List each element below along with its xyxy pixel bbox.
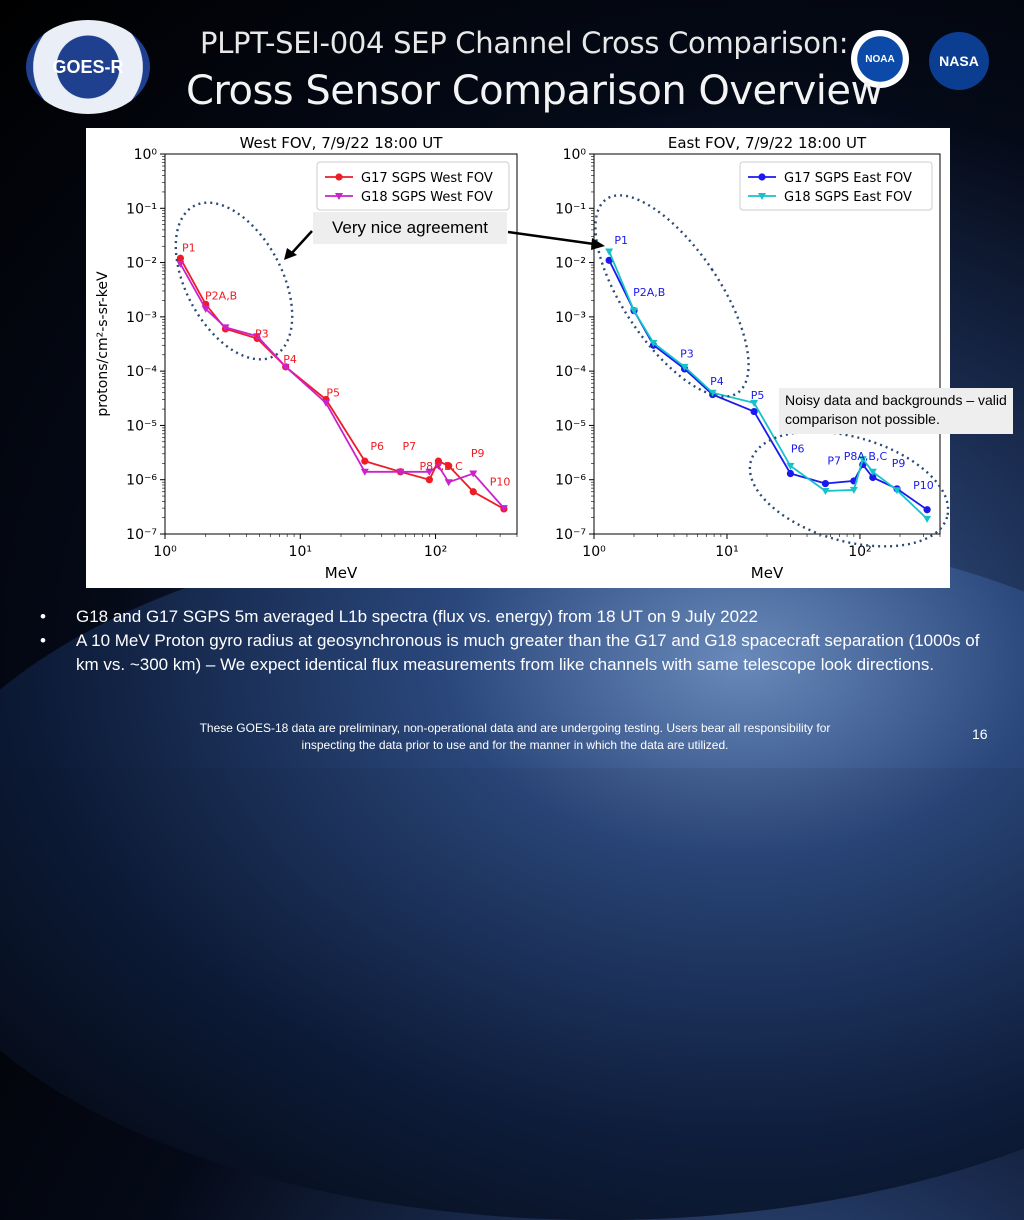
data-point xyxy=(445,479,453,486)
page-number: 16 xyxy=(972,726,988,742)
channel-label: P9 xyxy=(891,457,906,471)
legend-label: G18 SGPS East FOV xyxy=(784,190,912,205)
channel-label: P6 xyxy=(790,442,805,456)
y-tick-label: 10⁻⁷ xyxy=(555,527,586,543)
noaa-logo: NOAA xyxy=(851,30,909,88)
x-tick-label: 10⁰ xyxy=(153,544,177,560)
bullet-text: A 10 MeV Proton gyro radius at geosynchronous is much greater than the G17 and G18 spacecraft separation (1000s of km vs. ~300 km) – We expect identical flux measurements from like channels with same telescope look directions. xyxy=(76,631,980,674)
y-tick-label: 10⁻⁵ xyxy=(126,418,157,435)
channel-label: P4 xyxy=(283,353,297,367)
channel-label: P3 xyxy=(680,347,694,361)
channel-label: P2A,B xyxy=(205,289,238,303)
channel-label: P8A,B,C xyxy=(419,460,463,474)
channel-label: P9 xyxy=(470,447,485,461)
channel-label: P10 xyxy=(913,478,934,492)
y-tick-label: 10⁻⁴ xyxy=(126,364,157,381)
x-tick-label: 10⁰ xyxy=(582,544,606,560)
bullet-text: G18 and G17 SGPS 5m averaged L1b spectra (flux vs. energy) from 18 UT on 9 July 2022 xyxy=(76,607,758,626)
channel-label: P1 xyxy=(182,241,196,255)
bullet-list xyxy=(40,605,1000,677)
data-point xyxy=(923,516,931,523)
chart-title: East FOV, 7/9/22 18:00 UT xyxy=(667,134,867,152)
noisy-callout: Noisy data and backgrounds – valid comparison not possible. xyxy=(779,388,1013,434)
arrowhead-east xyxy=(591,238,605,250)
goes-r-logo: GOES-R xyxy=(26,20,150,114)
channel-label: P8A,B,C xyxy=(843,450,888,464)
x-tick-label: 10¹ xyxy=(288,544,312,560)
x-axis-label: MeV xyxy=(324,564,358,582)
channel-label: P7 xyxy=(827,454,841,468)
data-point xyxy=(822,480,829,487)
data-point xyxy=(924,506,931,513)
legend-marker xyxy=(758,173,765,180)
y-axis-label: protons/cm²-s-sr-keV xyxy=(95,271,111,417)
y-tick-label: 10⁻² xyxy=(555,255,586,272)
data-point xyxy=(426,476,433,483)
channel-label: P4 xyxy=(710,375,724,389)
y-tick-label: 10⁻² xyxy=(126,255,157,272)
y-tick-label: 10⁻⁵ xyxy=(555,418,586,435)
plot-frame xyxy=(594,154,940,534)
channel-label: P6 xyxy=(370,440,384,454)
y-tick-label: 10⁰ xyxy=(133,147,157,163)
y-tick-label: 10⁻⁴ xyxy=(555,364,586,381)
chart-panel xyxy=(86,128,950,588)
channel-label: P2A,B xyxy=(633,286,666,300)
y-tick-label: 10⁻⁷ xyxy=(126,527,157,543)
legend-label: G17 SGPS West FOV xyxy=(361,171,493,186)
x-tick-label: 10² xyxy=(423,544,448,560)
channel-label: P3 xyxy=(255,327,269,341)
y-tick-label: 10⁻⁶ xyxy=(555,472,586,489)
x-tick-label: 10¹ xyxy=(715,544,739,560)
channel-label: P7 xyxy=(402,440,417,454)
slide-supertitle: PLPT-SEI-004 SEP Channel Cross Comparison: xyxy=(200,26,849,60)
data-point xyxy=(605,248,613,255)
channel-label: P10 xyxy=(489,475,511,489)
legend-label: G18 SGPS West FOV xyxy=(361,190,493,205)
chart-title: West FOV, 7/9/22 18:00 UT xyxy=(239,134,443,152)
channel-label: P1 xyxy=(614,233,628,247)
agreement-callout: Very nice agreement xyxy=(313,212,507,244)
bullet-item: • A 10 MeV Proton gyro radius at geosynchronous is much greater than the G17 and G18 spacecraft separation (1000s of km vs. ~300 km) – We expect identical flux measurements from like channels with same telescope look directions. xyxy=(40,629,1000,677)
arrow-east xyxy=(508,232,594,244)
channel-label: P5 xyxy=(326,386,340,400)
chart-svg xyxy=(86,128,950,588)
data-point xyxy=(787,470,794,477)
y-tick-label: 10⁰ xyxy=(562,147,586,163)
legend-marker xyxy=(335,173,342,180)
bullet-item: • G18 and G17 SGPS 5m averaged L1b spectra (flux vs. energy) from 18 UT on 9 July 2022 xyxy=(40,605,1000,629)
x-tick-label: 10² xyxy=(848,544,872,560)
slide-title: Cross Sensor Comparison Overview xyxy=(186,68,883,114)
legend-label: G17 SGPS East FOV xyxy=(784,171,912,186)
y-tick-label: 10⁻³ xyxy=(126,309,157,326)
nasa-logo: NASA xyxy=(929,32,989,90)
arrow-west xyxy=(291,231,312,254)
disclaimer-footer: These GOES-18 data are preliminary, non-operational data and are undergoing testing. Users bear all responsibility for inspecting the data prior to use and for the manner in which the data are utilized. xyxy=(199,721,831,752)
x-axis-label: MeV xyxy=(750,564,784,582)
channel-label: P5 xyxy=(750,388,765,402)
y-tick-label: 10⁻³ xyxy=(555,309,586,326)
y-tick-label: 10⁻¹ xyxy=(126,201,157,218)
west-highlight-ellipse xyxy=(152,183,317,378)
data-point xyxy=(470,488,477,495)
y-tick-label: 10⁻¹ xyxy=(555,201,586,218)
y-tick-label: 10⁻⁶ xyxy=(126,472,157,489)
data-point xyxy=(361,458,368,465)
